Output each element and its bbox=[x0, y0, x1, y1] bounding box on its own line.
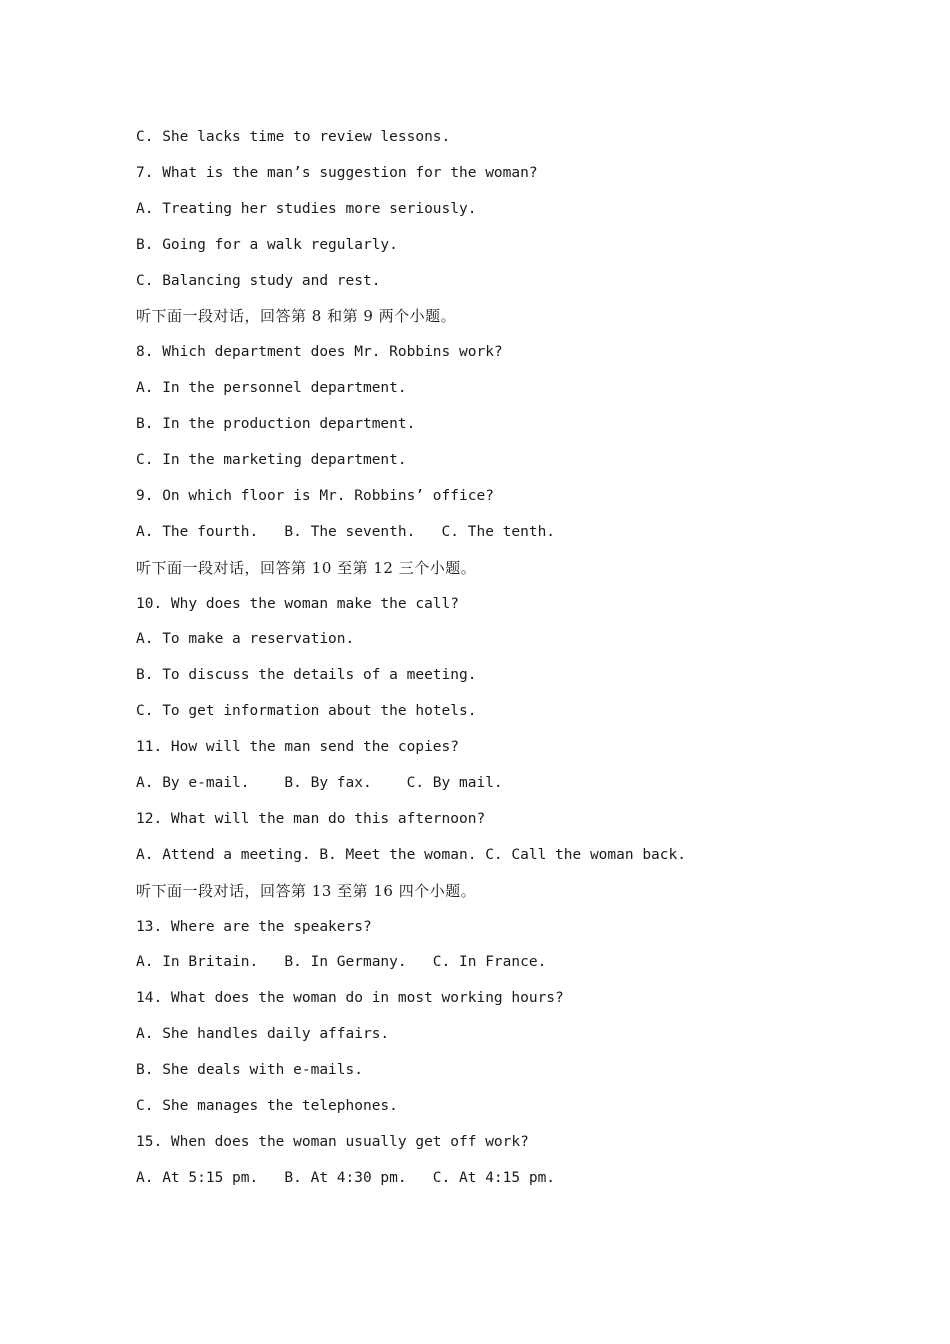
question-line: C. Balancing study and rest. bbox=[136, 272, 381, 289]
question-line: A. In the personnel department. bbox=[136, 380, 407, 397]
question-line: B. To discuss the details of a meeting. bbox=[136, 667, 477, 684]
question-line: B. In the production department. bbox=[136, 416, 416, 433]
question-line: C. She lacks time to review lessons. bbox=[136, 129, 451, 145]
question-line: A. The fourth. B. The seventh. C. The tenth. bbox=[136, 523, 556, 540]
question-line: 9. On which floor is Mr. Robbins’ office? bbox=[136, 487, 494, 504]
question-line: 7. What is the man’s suggestion for the woman? bbox=[136, 164, 538, 181]
question-line: A. She handles daily affairs. bbox=[136, 1026, 390, 1043]
question-line: C. In the marketing department. bbox=[136, 452, 407, 469]
question-line: C. She manages the telephones. bbox=[136, 1098, 398, 1115]
question-line: 14. What does the woman do in most working hours? bbox=[136, 990, 564, 1007]
question-line: B. Going for a walk regularly. bbox=[136, 236, 398, 253]
question-line: A. In Britain. B. In Germany. C. In France. bbox=[136, 954, 547, 971]
document-page bbox=[136, 125, 856, 1202]
question-line: A. By e-mail. B. By fax. C. By mail. bbox=[136, 775, 503, 792]
question-line: A. At 5:15 pm. B. At 4:30 pm. C. At 4:15 pm. bbox=[136, 1169, 556, 1186]
question-line: 8. Which department does Mr. Robbins work? bbox=[136, 344, 503, 361]
question-line: A. To make a reservation. bbox=[136, 631, 355, 648]
question-line: 12. What will the man do this afternoon? bbox=[136, 810, 486, 827]
question-line: 13. Where are the speakers? bbox=[136, 918, 372, 935]
question-line: C. To get information about the hotels. bbox=[136, 703, 477, 720]
question-line: 10. Why does the woman make the call? bbox=[136, 595, 460, 612]
question-line: A. Treating her studies more seriously. bbox=[136, 200, 477, 217]
question-line: 15. When does the woman usually get off work? bbox=[136, 1133, 529, 1150]
question-line: A. Attend a meeting. B. Meet the woman. C. Call the woman back. bbox=[136, 846, 686, 863]
question-line: B. She deals with e-mails. bbox=[136, 1062, 363, 1079]
question-list bbox=[136, 125, 856, 1202]
section-instruction: 听下面一段对话，回答第 10 至第 12 三个小题。 bbox=[136, 558, 477, 577]
question-line: 11. How will the man send the copies? bbox=[136, 739, 460, 756]
section-instruction: 听下面一段对话，回答第 8 和第 9 两个小题。 bbox=[136, 307, 457, 326]
section-instruction: 听下面一段对话，回答第 13 至第 16 四个小题。 bbox=[136, 881, 477, 900]
